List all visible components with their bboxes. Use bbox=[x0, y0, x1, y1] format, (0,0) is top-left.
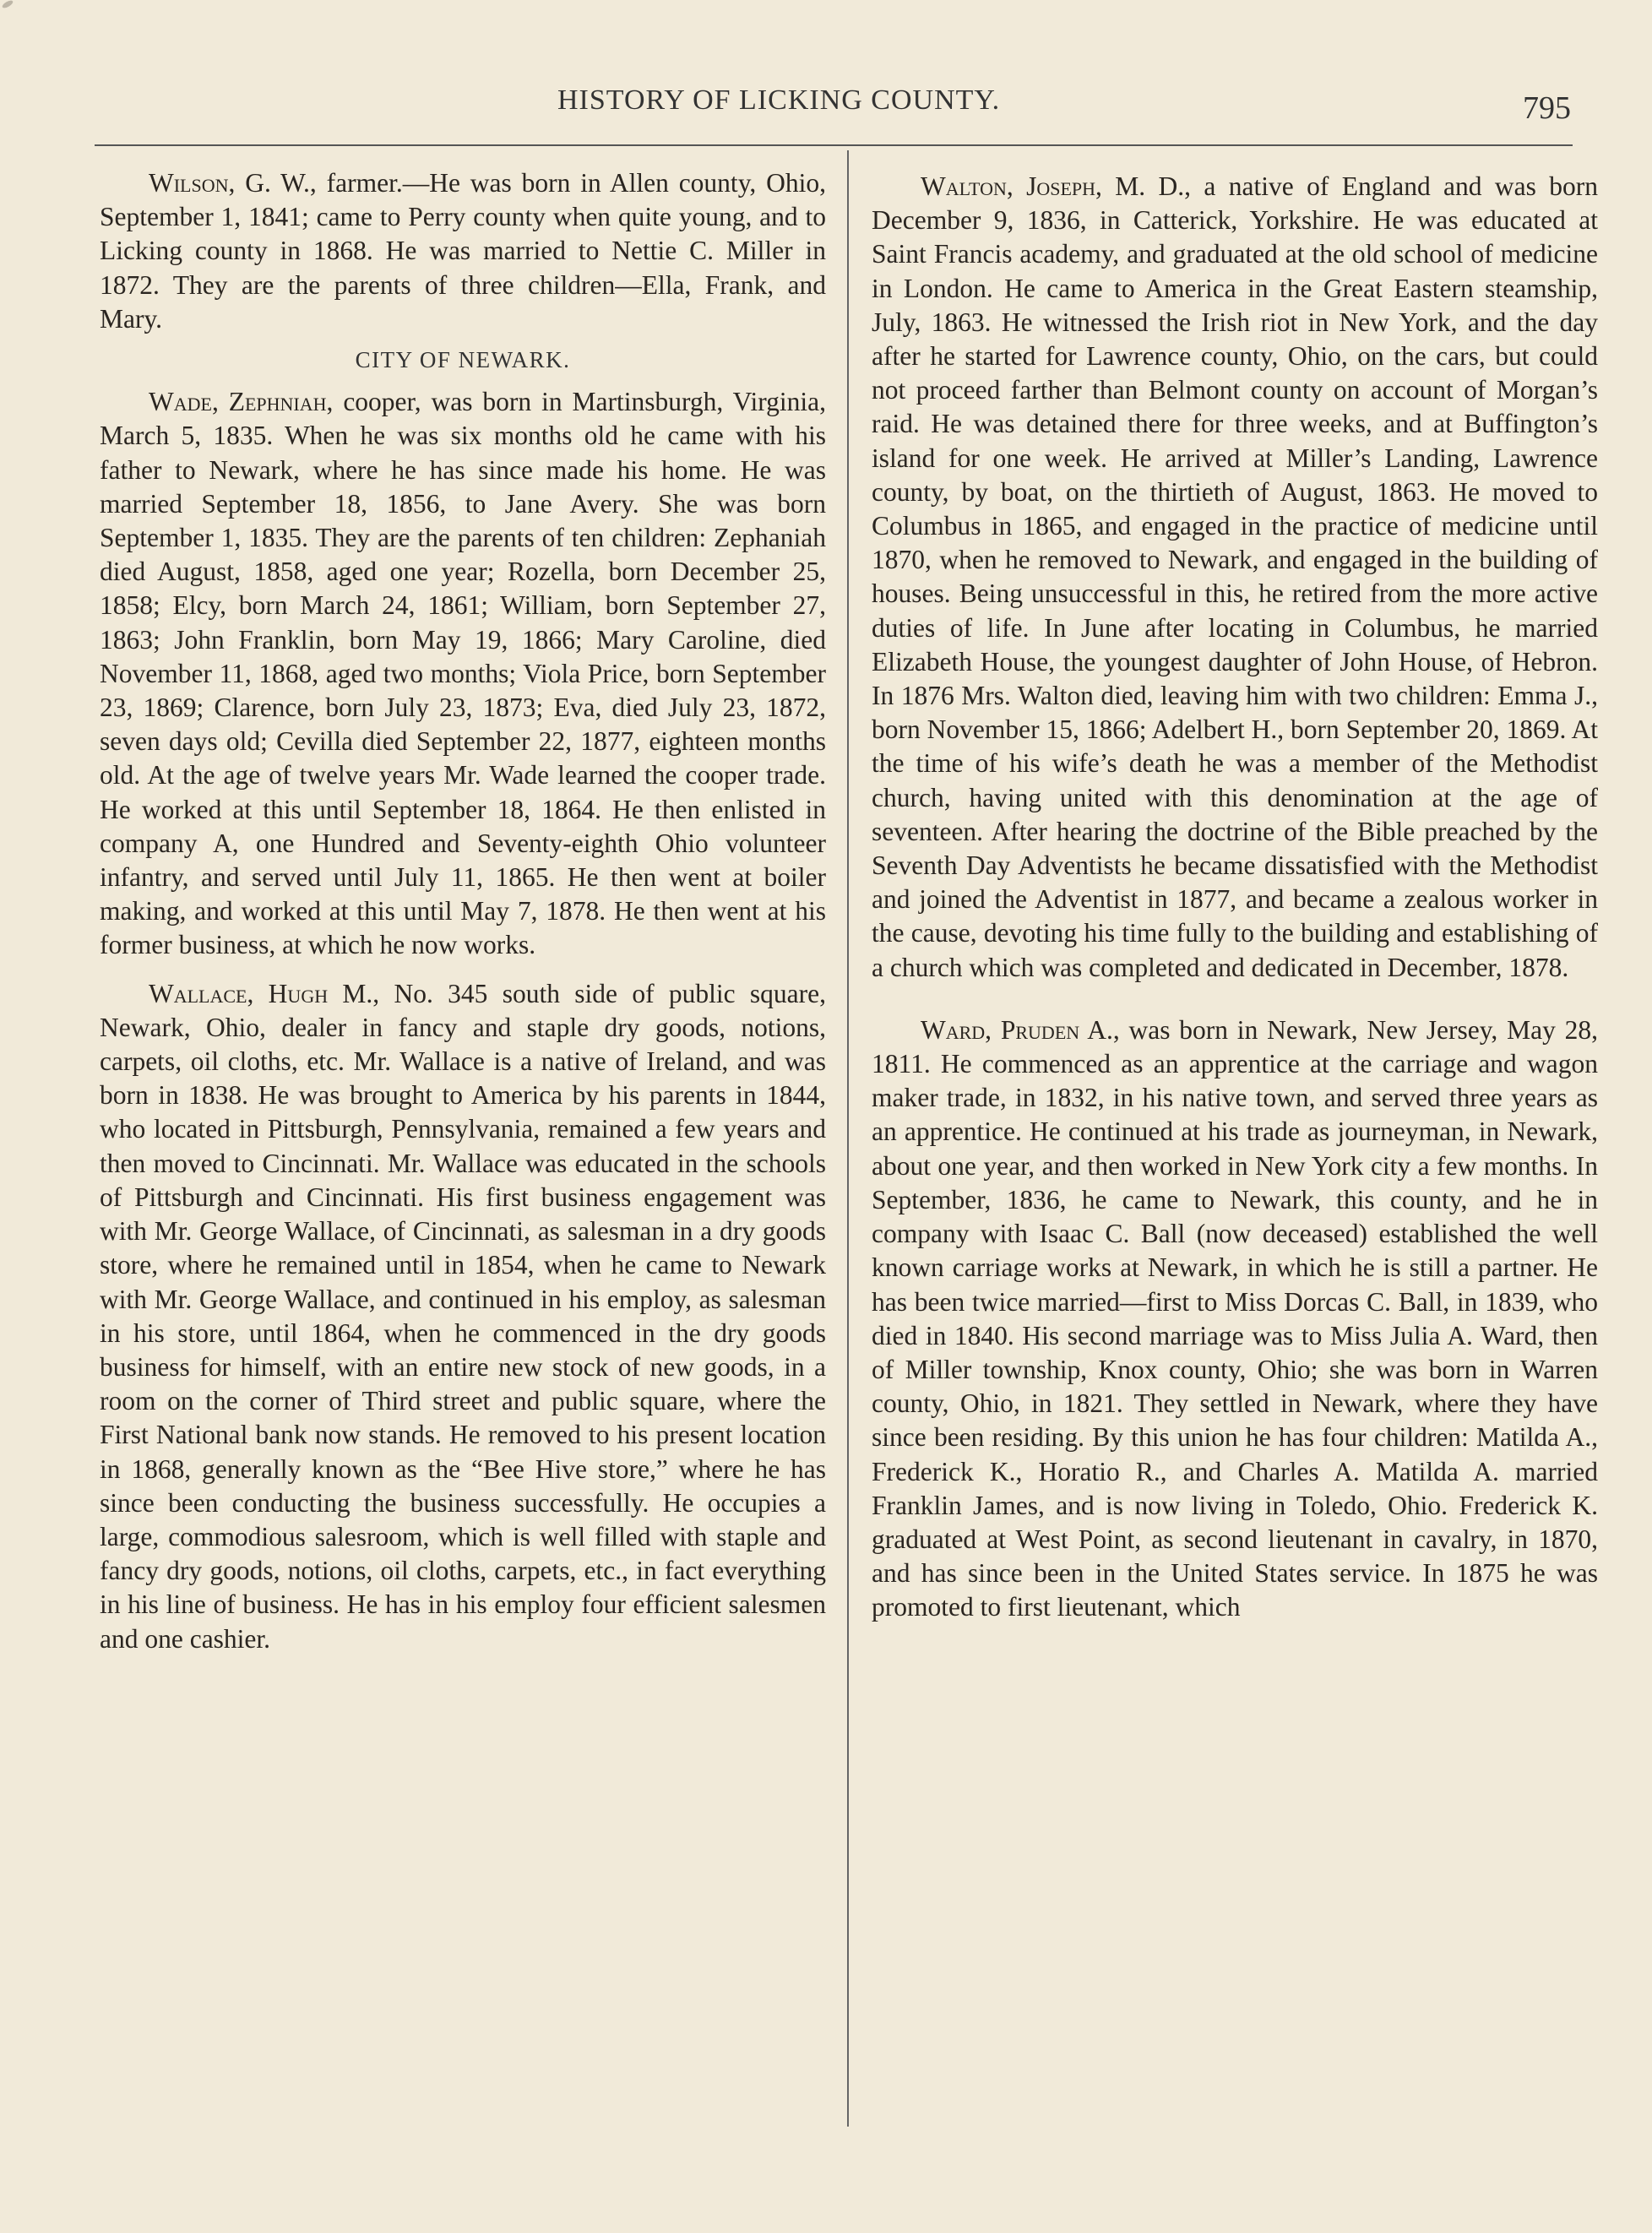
entry-text: a native of England and was born December 9, 1836, in Catterick, Yorkshire. He was educated at Saint Francis academy, and graduated at the old school of medicine in London. He came to America in the Great Eastern steamship, July, 1863. He witnessed the Irish riot in New York, and the day after he started for Lawrence county, Ohio, on the cars, but could not proceed farther than Belmont county on account of Morgan’s raid. He was detained there for three weeks, and at Buffington’s island for one week. He arrived at Miller’s Landing, Lawrence county, by boat, on the thirtieth of August, 1863. He moved to Columbus in 1865, and engaged in the practice of medicine until 1870, when he removed to Newark, and engaged in the building of houses. Being unsuccessful in this, he retired from the more active duties of life. In June after locating in Columbus, he married Elizabeth House, the youngest daughter of John House, of Hebron. In 1876 Mrs. Walton died, leaving him with two children: Emma J., born November 15, 1866; Adelbert H., born September 20, 1869. At the time of his wife’s death he was a member of the Methodist church, having united with this denomination at the age of seventeen. After hearing the doctrine of the Bible preached by the Seventh Day Adventists he became dissatisfied with the Methodist and joined the Adventist in 1877, and became a zealous worker in the cause, devoting his time fully to the building and establishing of a church which was completed and dedicated in December, 1878. bbox=[872, 171, 1599, 982]
column-divider bbox=[847, 150, 849, 2127]
right-column bbox=[872, 170, 1598, 1639]
left-column bbox=[100, 166, 826, 1671]
biography-entry-wilson bbox=[100, 166, 826, 336]
entry-text: was born in Newark, New Jersey, May 28, 1811. He commenced as an apprentice at the carriage and wagon maker trade, in 1832, in his native town, and served three years as an apprentice. He continued at his trade as journeyman, in Newark, about one year, and then worked in New York city a few months. In September, 1836, he came to Newark, this county, and he in company with Isaac C. Ball (now deceased) established the well known carriage works at Newark, in which he is still a partner. He has been twice married—first to Miss Dorcas C. Ball, in 1839, who died in 1840. His second marriage was to Miss Julia A. Ward, then of Miller township, Knox county, Ohio; she was born in Warren county, Ohio, in 1821. They settled in Newark, where they have since been residing. By this union he has four children: Matilda A., Frederick K., Horatio R., and Charles A. Matilda A. married Franklin James, and is now living in Toledo, Ohio. Frederick K. graduated at West Point, as second lieutenant in cavalry, in 1870, and has since been in the United States service. In 1875 he was promoted to first lieutenant, which bbox=[872, 1014, 1598, 1622]
biography-entry-ward bbox=[872, 1013, 1598, 1625]
entry-name: Wade, Zephniah, bbox=[149, 387, 334, 417]
entry-name: Wilson, G. W., bbox=[149, 168, 317, 198]
biography-entry-wade bbox=[100, 385, 826, 962]
section-heading: CITY OF NEWARK. bbox=[355, 347, 571, 373]
ink-mark bbox=[1, 0, 14, 9]
entry-text: No. 345 south side of public square, Newark, Ohio, dealer in fancy and staple dry goods, notions, carpets, oil cloths, etc. Mr. Wallace is a native of Ireland, and was born in 1838. He was brought to America by his parents in 1844, who located in Pittsburgh, Pennsylvania, remained a few years and then moved to Cincinnati. Mr. Wallace was educated in the schools of Pittsburgh and Cincinnati. His first business engagement was with Mr. George Wallace, of Cincinnati, as salesman in a dry goods store, where he remained until in 1854, when he came to Newark with Mr. George Wallace, and continued in his employ, as salesman in his store, until 1864, when he commenced in the dry goods business for himself, with an entire new stock of new goods, in a room on the corner of Third street and public square, where the First National bank now stands. He removed to his present location in 1868, generally known as the “Bee Hive store,” where he has since been conducting the business successfully. He occupies a large, commodious salesroom, which is well filled with staple and fancy dry goods, notions, oil cloths, carpets, etc., in fact everything in his line of business. He has in his employ four efficient salesmen and one cashier. bbox=[100, 978, 826, 1654]
entry-name: Walton, Joseph, M. D., bbox=[921, 171, 1192, 201]
biography-entry-wallace bbox=[100, 977, 826, 1656]
entry-text: farmer.—He was born in Allen county, Ohio, September 1, 1841; came to Perry county when quite young, and to Licking county in 1868. He was married to Nettie C. Miller in 1872. They are the parents of three children—Ella, Frank, and Mary. bbox=[100, 168, 827, 334]
running-head: HISTORY OF LICKING COUNTY. bbox=[557, 84, 1001, 116]
entry-text: cooper, was born in Martinsburgh, Virginia, March 5, 1835. When he was six months old he came with his father to Newark, where he has since made his home. He was married September 18, 1856, to Jane Avery. She was born September 1, 1835. They are the parents of ten children: Zephaniah died August, 1858, aged one year; Rozella, born December 25, 1858; Elcy, born March 24, 1861; William, born September 27, 1863; John Franklin, born May 19, 1866; Mary Caroline, died November 11, 1868, aged two months; Viola Price, born September 23, 1869; Clarence, born July 23, 1873; Eva, died July 23, 1872, seven days old; Cevilla died September 22, 1877, eighteen months old. At the age of twelve years Mr. Wade learned the cooper trade. He worked at this until September 18, 1864. He then enlisted in company A, one Hundred and Seventy-eighth Ohio volunteer infantry, and served until July 11, 1865. He then went at boiler making, and worked at this until May 7, 1878. He then went at his former business, at which he now works. bbox=[100, 387, 826, 960]
entry-name: Wallace, Hugh M., bbox=[149, 978, 380, 1008]
header-rule bbox=[95, 144, 1573, 146]
biography-entry-walton bbox=[872, 170, 1598, 985]
page-number: 795 bbox=[1523, 90, 1571, 126]
entry-name: Ward, Pruden A., bbox=[921, 1014, 1120, 1045]
